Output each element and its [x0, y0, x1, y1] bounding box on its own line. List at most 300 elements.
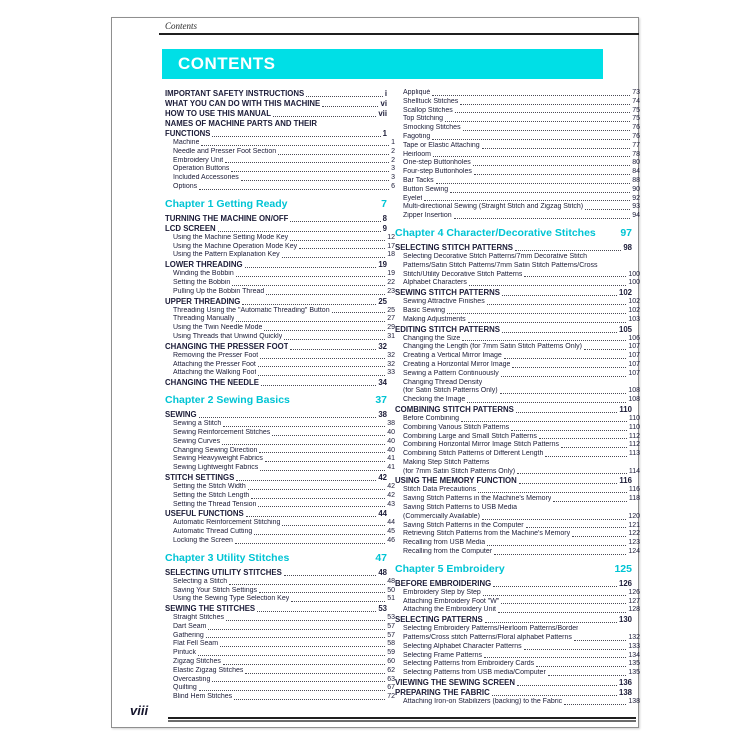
toc-entry-label: Attaching the Walking Foot — [173, 369, 257, 377]
dot-leader — [236, 321, 385, 322]
dot-leader — [254, 534, 385, 535]
toc-entry-line — [403, 486, 640, 495]
toc-entry-page: 103 — [628, 315, 640, 323]
toc-entry — [165, 658, 395, 667]
toc-entry-label: Using the Machine Setting Mode Key — [173, 233, 289, 241]
toc-entry — [165, 519, 395, 528]
toc-entry-label: Sewing Lightweight Fabrics — [173, 464, 259, 472]
toc-columns — [112, 89, 638, 727]
toc-entry-page: 92 — [632, 194, 640, 202]
toc-entry-page: 53 — [378, 604, 387, 614]
toc-entry-label: Chapter 3 Utility Stitches — [165, 551, 290, 564]
toc-entry — [165, 352, 395, 361]
dot-leader — [264, 330, 385, 331]
toc-entry — [165, 234, 395, 243]
toc-entry-line — [173, 578, 395, 587]
toc-entry-label: SELECTING UTILITY STITCHES — [165, 567, 282, 577]
toc-entry-page: 37 — [375, 394, 387, 407]
toc-entry-page: 138 — [618, 688, 632, 698]
dot-leader — [512, 367, 626, 368]
dot-leader — [332, 312, 386, 313]
toc-entry-label: Selecting Embroidery Patterns/Heirloom Patterns/Border — [403, 625, 579, 633]
dot-leader — [539, 438, 627, 439]
toc-entry — [165, 243, 395, 252]
toc-entry — [395, 678, 632, 688]
toc-entry-line — [395, 563, 632, 576]
dot-leader — [502, 295, 617, 296]
toc-entry-line — [395, 579, 632, 589]
toc-entry-line — [395, 288, 632, 298]
toc-entry-line — [165, 378, 387, 388]
toc-entry-line — [165, 509, 387, 519]
toc-entry — [165, 324, 395, 333]
toc-entry-line — [403, 262, 640, 271]
toc-entry — [165, 492, 395, 501]
toc-entry-line — [173, 447, 395, 456]
dot-leader — [455, 112, 630, 113]
toc-entry-page: 33 — [387, 369, 395, 377]
toc-entry — [395, 343, 640, 352]
dot-leader — [482, 148, 631, 149]
toc-entry-page: 8 — [382, 213, 387, 223]
toc-entry-page: 1 — [382, 129, 387, 138]
toc-chapter-heading — [395, 563, 632, 576]
toc-entry-line — [165, 89, 387, 99]
toc-entry-line — [403, 660, 640, 669]
dot-leader — [234, 699, 385, 700]
toc-entry-line — [403, 433, 640, 442]
toc-entry-line — [403, 316, 640, 325]
dot-leader — [460, 104, 630, 105]
toc-entry — [165, 429, 395, 438]
toc-entry-label: Alphabet Characters — [403, 279, 467, 287]
toc-entry-line — [403, 370, 640, 379]
dot-leader — [198, 655, 385, 656]
toc-entry-line — [173, 623, 395, 632]
toc-entry-line — [403, 441, 640, 450]
toc-entry — [395, 405, 632, 415]
toc-entry — [395, 212, 640, 221]
toc-entry-label: Embroidery Step by Step — [403, 588, 481, 596]
toc-entry-line — [173, 148, 395, 157]
dot-leader — [235, 543, 385, 544]
toc-entry-label: Multi-directional Sewing (Straight Stitch and Zigzag Stitch) — [403, 203, 584, 211]
toc-entry-label: Using the Pattern Explanation Key — [173, 251, 280, 259]
toc-entry — [165, 224, 387, 234]
toc-entry-page: 22 — [387, 278, 395, 286]
toc-entry — [165, 509, 387, 519]
dot-leader — [260, 470, 385, 471]
toc-entry-page: 110 — [628, 423, 640, 431]
toc-entry-page: 102 — [618, 288, 632, 298]
toc-entry-label: FUNCTIONS — [165, 129, 211, 138]
dot-leader — [519, 483, 618, 484]
toc-entry-line — [165, 473, 387, 483]
toc-entry-label: Retrieving Stitch Patterns from the Machine's Memory — [403, 530, 571, 538]
toc-entry-line — [165, 394, 387, 407]
toc-entry-line — [403, 115, 640, 124]
toc-entry-page: 106 — [628, 334, 640, 342]
toc-entry-label: (Commercially Available) — [403, 512, 480, 520]
toc-entry — [165, 342, 387, 352]
toc-entry-label: Chapter 1 Getting Ready — [165, 197, 288, 210]
toc-entry — [165, 361, 395, 370]
toc-entry-label: LOWER THREADING — [165, 260, 243, 270]
toc-chapter-heading — [395, 227, 632, 240]
toc-entry-line — [165, 552, 387, 565]
dot-leader — [502, 332, 617, 333]
toc-entry — [395, 253, 640, 279]
toc-entry-label: Saving Stitch Patterns to USB Media — [403, 504, 517, 512]
toc-entry — [165, 640, 395, 649]
toc-entry-label: Using Threads that Unwind Quickly — [173, 332, 283, 340]
toc-entry-page: 59 — [387, 649, 395, 657]
toc-entry-page: 40 — [387, 437, 395, 445]
toc-entry — [395, 625, 640, 643]
toc-entry-line — [403, 212, 640, 221]
toc-entry-label: SEWING — [165, 410, 197, 420]
toc-entry-line — [403, 643, 640, 652]
toc-entry-label: Creating a Horizontal Mirror Image — [403, 360, 511, 368]
toc-entry-label: Basic Sewing — [403, 306, 446, 314]
toc-entry-line — [173, 595, 395, 604]
toc-entry-page: 114 — [628, 467, 640, 475]
toc-entry-label: Threading Manually — [173, 315, 235, 323]
toc-entry — [395, 370, 640, 379]
toc-entry-page: 25 — [387, 306, 395, 314]
dot-leader — [473, 165, 630, 166]
toc-entry-label: Appliqué — [403, 89, 431, 96]
toc-entry-page: 23 — [387, 287, 395, 295]
toc-entry — [165, 623, 395, 632]
dot-leader — [220, 646, 385, 647]
toc-entry-label: Recalling from USB Media — [403, 539, 486, 547]
toc-entry-line — [173, 501, 395, 510]
toc-entry — [165, 251, 395, 260]
toc-entry — [395, 361, 640, 370]
toc-entry-line — [173, 492, 395, 501]
toc-entry — [165, 604, 387, 614]
toc-entry — [165, 297, 387, 307]
toc-entry — [165, 587, 395, 596]
toc-entry-line — [403, 271, 640, 280]
toc-entry-line — [403, 598, 640, 607]
toc-entry-label: Pulling Up the Bobbin Thread — [173, 287, 265, 295]
toc-entry — [165, 568, 387, 578]
toc-entry-page: 120 — [628, 512, 640, 520]
toc-entry — [395, 307, 640, 316]
toc-entry-line — [165, 129, 387, 139]
toc-entry — [395, 643, 640, 652]
toc-entry-line — [173, 693, 395, 702]
toc-entry-line — [403, 379, 640, 388]
toc-entry-line — [403, 168, 640, 177]
dot-leader — [246, 516, 377, 517]
toc-entry-page: 118 — [628, 495, 640, 503]
toc-entry-label: Stitch/Utility Decorative Stitch Patterns — [403, 270, 523, 278]
toc-entry-page: 17 — [387, 242, 395, 250]
contents-banner — [162, 49, 603, 79]
toc-entry — [395, 698, 640, 707]
toc-entry-label: Sewing Curves — [173, 437, 221, 445]
toc-entry — [395, 589, 640, 598]
dot-leader — [511, 430, 627, 431]
toc-entry-label: UPPER THREADING — [165, 296, 241, 306]
toc-entry — [165, 595, 395, 604]
running-header: Contents — [165, 21, 198, 31]
toc-entry-line — [173, 519, 395, 528]
toc-entry-page: 3 — [391, 165, 395, 173]
toc-entry-page: 67 — [387, 684, 395, 692]
toc-entry-page: 127 — [628, 597, 640, 605]
toc-entry — [395, 615, 632, 625]
dot-leader — [450, 192, 630, 193]
toc-entry-label: Combining Stitch Patterns of Different Length — [403, 450, 544, 458]
toc-entry-line — [395, 325, 632, 335]
toc-entry — [395, 606, 640, 615]
toc-entry-line — [403, 625, 640, 634]
toc-entry-line — [173, 324, 395, 333]
toc-entry-line — [403, 335, 640, 344]
toc-entry-page: 116 — [619, 476, 632, 486]
dot-leader — [498, 612, 626, 613]
toc-entry-line — [165, 119, 387, 129]
toc-entry-page: 75 — [632, 106, 640, 114]
toc-entry-label: TURNING THE MACHINE ON/OFF — [165, 213, 289, 223]
dot-leader — [260, 358, 385, 359]
toc-entry-line — [173, 632, 395, 641]
toc-entry-page: 138 — [628, 698, 640, 706]
toc-entry-label: Chapter 5 Embroidery — [395, 562, 505, 575]
toc-entry-line — [403, 513, 640, 522]
toc-entry-line — [173, 361, 395, 370]
toc-entry-page: 107 — [628, 343, 640, 351]
toc-entry-page: 98 — [623, 242, 632, 252]
toc-entry — [395, 288, 632, 298]
toc-entry-line — [173, 429, 395, 438]
toc-entry-label: NAMES OF MACHINE PARTS AND THEIR — [165, 119, 318, 128]
toc-entry-label: PREPARING THE FABRIC — [395, 688, 490, 698]
toc-entry-page: 42 — [378, 472, 387, 482]
dot-leader — [265, 461, 385, 462]
toc-entry-page: 125 — [614, 562, 632, 575]
toc-entry-label: LCD SCREEN — [165, 223, 216, 233]
toc-entry-line — [173, 676, 395, 685]
toc-entry-page: 60 — [387, 658, 395, 666]
toc-entry — [165, 455, 395, 464]
dot-leader — [526, 527, 627, 528]
dot-leader — [584, 349, 626, 350]
toc-entry-page: 126 — [618, 578, 632, 588]
toc-entry-label: VIEWING THE SEWING SCREEN — [395, 678, 515, 688]
toc-entry-line — [395, 688, 632, 698]
toc-entry-label: Sewing a Stitch — [173, 420, 222, 428]
toc-entry-label: Smocking Stitches — [403, 124, 461, 132]
toc-entry-label: Changing Thread Density — [403, 378, 483, 386]
toc-entry-page: 94 — [632, 212, 640, 220]
toc-entry-line — [173, 333, 395, 342]
dot-leader — [572, 536, 626, 537]
toc-entry — [165, 578, 395, 587]
dot-leader — [504, 358, 626, 359]
toc-entry — [395, 115, 640, 124]
toc-entry-line — [403, 133, 640, 142]
toc-entry-line — [403, 343, 640, 352]
toc-entry-label: Setting the Thread Tension — [173, 500, 257, 508]
toc-entry-label: Tape or Elastic Attaching — [403, 141, 480, 149]
toc-entry — [395, 243, 632, 253]
toc-entry-label: Chapter 2 Sewing Basics — [165, 394, 290, 407]
toc-entry-label: Flat Fell Seam — [173, 640, 219, 648]
toc-entry-page: 123 — [628, 539, 640, 547]
toc-entry-label: EDITING STITCH PATTERNS — [395, 324, 500, 334]
toc-entry-label: Sewing Reinforcement Stitches — [173, 428, 271, 436]
toc-entry — [395, 107, 640, 116]
toc-entry-label: BEFORE EMBROIDERING — [395, 578, 492, 588]
dot-leader — [483, 595, 626, 596]
dot-leader — [229, 584, 385, 585]
toc-entry-label: Saving Your Stitch Settings — [173, 586, 258, 594]
toc-entry-page: 12 — [387, 233, 395, 241]
toc-entry-label: Selecting a Stitch — [173, 577, 228, 585]
toc-entry — [395, 450, 640, 459]
toc-entry-label: USEFUL FUNCTIONS — [165, 509, 244, 519]
toc-entry-label: Zigzag Stitches — [173, 658, 221, 666]
toc-entry — [165, 333, 395, 342]
dot-leader — [482, 519, 626, 520]
toc-entry-label: Selecting Decorative Stitch Patterns/7mm Decorative Stitch — [403, 252, 588, 260]
toc-entry-label: Bar Tacks — [403, 176, 434, 184]
dot-leader — [424, 200, 630, 201]
toc-entry-page: 110 — [628, 414, 640, 422]
toc-entry-label: Removing the Presser Foot — [173, 351, 259, 359]
toc-entry-label: CHANGING THE PRESSER FOOT — [165, 341, 289, 351]
dot-leader — [564, 704, 626, 705]
toc-entry-label: Embroidery Unit — [173, 156, 224, 164]
toc-entry-label: Fagoting — [403, 132, 431, 140]
toc-entry-line — [403, 124, 640, 133]
toc-entry — [165, 315, 395, 324]
footer-rule — [168, 717, 636, 720]
dot-leader — [433, 156, 630, 157]
toc-entry-page: 88 — [632, 176, 640, 184]
toc-entry-line — [173, 528, 395, 537]
toc-entry — [395, 379, 640, 397]
toc-entry-page: 53 — [387, 614, 395, 622]
toc-entry-label: Patterns/Satin Stitch Patterns/7mm Satin Stitch Patterns/Cross — [403, 261, 598, 269]
toc-entry-line — [173, 315, 395, 324]
toc-entry-label: Chapter 4 Character/Decorative Stitches — [395, 226, 596, 239]
dot-leader — [548, 675, 627, 676]
dot-leader — [258, 375, 385, 376]
header-rule — [159, 33, 639, 35]
toc-entry-page: 108 — [628, 396, 640, 404]
toc-entry-label: Button Sewing — [403, 185, 449, 193]
toc-entry-label: Sewing Attractive Finishes — [403, 298, 485, 306]
toc-entry-page: 108 — [628, 387, 640, 395]
toc-entry-page: i — [384, 89, 387, 98]
dot-leader — [487, 304, 627, 305]
toc-entry-page: 19 — [378, 260, 387, 270]
dot-leader — [257, 611, 376, 612]
dot-leader — [536, 666, 626, 667]
toc-entry — [395, 396, 640, 405]
toc-entry-page: 50 — [387, 586, 395, 594]
toc-entry — [165, 693, 395, 702]
toc-entry-line — [173, 270, 395, 279]
toc-entry-line — [173, 684, 395, 693]
toc-entry-label: SELECTING PATTERNS — [395, 615, 483, 625]
toc-entry-line — [403, 459, 640, 468]
toc-entry — [165, 410, 387, 420]
toc-entry-page: 126 — [628, 588, 640, 596]
footer-page-number: viii — [130, 703, 149, 718]
dot-leader — [241, 180, 389, 181]
toc-entry — [165, 483, 395, 492]
toc-entry-label: Elastic Zigzag Stitches — [173, 666, 244, 674]
toc-entry-line — [403, 352, 640, 361]
dot-leader — [515, 250, 621, 251]
toc-entry — [165, 438, 395, 447]
toc-entry — [395, 459, 640, 477]
toc-entry-line — [173, 352, 395, 361]
toc-entry — [395, 415, 640, 424]
dot-leader — [463, 130, 631, 131]
toc-entry-page: 100 — [628, 270, 640, 278]
toc-entry — [165, 649, 395, 658]
toc-entry-line — [403, 142, 640, 151]
toc-entry — [165, 667, 395, 676]
dot-leader — [517, 473, 627, 474]
toc-entry-line — [173, 455, 395, 464]
toc-entry-label: Automatic Reinforcement Stitching — [173, 519, 281, 527]
toc-entry-line — [165, 224, 387, 234]
toc-entry-page: 44 — [387, 519, 395, 527]
toc-entry-label: Operation Buttons — [173, 165, 230, 173]
toc-entry — [165, 676, 395, 685]
toc-entry-page: 34 — [378, 378, 387, 388]
toc-entry — [165, 89, 387, 99]
toc-entry-line — [173, 157, 395, 166]
toc-entry-line — [403, 203, 640, 212]
page-title: CONTENTS — [178, 54, 276, 73]
toc-entry-label: Options — [173, 182, 198, 190]
toc-entry-page: 63 — [387, 675, 395, 683]
toc-entry-line — [173, 587, 395, 596]
toc-entry-line — [403, 606, 640, 615]
toc-entry-line — [403, 307, 640, 316]
toc-entry — [165, 537, 395, 546]
toc-entry-label: Attaching the Embroidery Unit — [403, 606, 496, 614]
dot-leader — [290, 349, 376, 350]
toc-entry — [165, 528, 395, 537]
dot-leader — [199, 690, 385, 691]
toc-entry-label: Locking the Screen — [173, 536, 233, 544]
dot-leader — [284, 575, 376, 576]
dot-leader — [199, 417, 377, 418]
toc-column-left — [165, 89, 395, 702]
toc-entry-page: 40 — [387, 428, 395, 436]
toc-entry-label: Sewing a Pattern Continuously — [403, 369, 499, 377]
toc-entry-label: Attaching Embroidery Foot "W" — [403, 597, 500, 605]
toc-entry-page: 84 — [632, 168, 640, 176]
toc-entry-label: Scallop Stitches — [403, 106, 453, 114]
toc-entry-line — [173, 420, 395, 429]
dot-leader — [485, 622, 617, 623]
toc-entry — [395, 530, 640, 539]
toc-entry-label: (for 7mm Satin Stitch Patterns Only) — [403, 467, 516, 475]
toc-entry-label: Using the Sewing Type Selection Key — [173, 595, 290, 603]
